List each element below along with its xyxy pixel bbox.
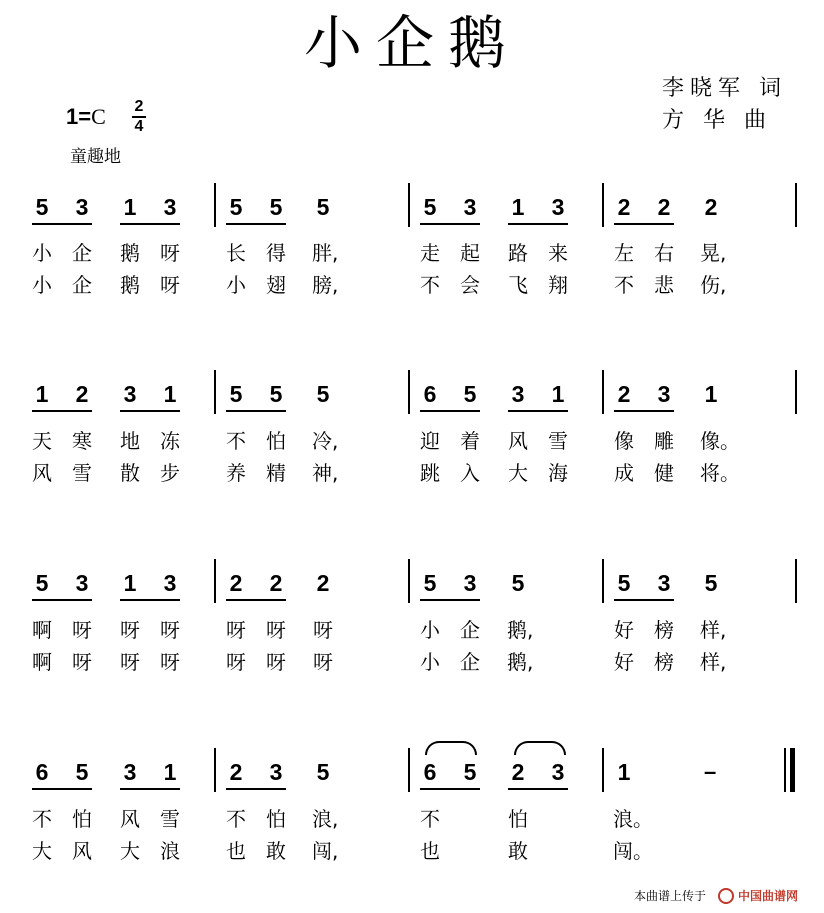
lyric-char: 将。 <box>700 461 740 485</box>
composer-credit: 方 华 曲 <box>662 108 772 133</box>
lyric-char: 怕 <box>266 807 286 831</box>
lyric-char: 小 <box>32 273 52 297</box>
lyric-char: 呀 <box>120 650 140 674</box>
lyric-char: 敢 <box>508 839 528 863</box>
lyric-char: 好 <box>614 650 634 674</box>
barline <box>214 748 216 792</box>
note: 3 <box>551 759 565 785</box>
lyric-char: 大 <box>120 839 140 863</box>
final-barline-thick <box>790 748 795 792</box>
note: 3 <box>551 194 565 220</box>
lyric-char: 浪 <box>160 839 180 863</box>
beam <box>614 599 674 601</box>
note: 5 <box>423 194 437 220</box>
lyric-char: 晃, <box>700 241 727 265</box>
logo-icon <box>718 888 734 904</box>
lyric-char: 鹅, <box>507 618 534 642</box>
note: 5 <box>229 381 243 407</box>
lyric-char: 神, <box>312 461 339 485</box>
lyric-char: 得 <box>266 241 286 265</box>
note: 3 <box>657 570 671 596</box>
key-signature <box>66 106 106 128</box>
lyric-char: 呀 <box>266 650 286 674</box>
lyric-char: 呀 <box>313 650 333 674</box>
lyric-char: 风 <box>508 429 528 453</box>
lyric-char: 大 <box>508 461 528 485</box>
note: 3 <box>123 759 137 785</box>
lyric-char: 不 <box>420 273 440 297</box>
barline <box>602 183 604 227</box>
tempo-mood: 童趣地 <box>70 147 121 167</box>
note: 2 <box>229 570 243 596</box>
lyric-char: 伤, <box>700 273 727 297</box>
beam <box>120 410 180 412</box>
note: 3 <box>463 570 477 596</box>
lyric-char: 呀 <box>160 241 180 265</box>
barline <box>795 559 797 603</box>
lyric-char: 呀 <box>72 618 92 642</box>
lyric-char: 样, <box>700 618 727 642</box>
note: 3 <box>511 381 525 407</box>
beam <box>32 599 92 601</box>
sustain-dash: – <box>704 759 717 784</box>
lyric-char: 左 <box>614 241 634 265</box>
lyric-char: 像。 <box>700 429 740 453</box>
lyric-char: 样, <box>700 650 727 674</box>
beam <box>614 223 674 225</box>
lyric-char: 榜 <box>654 618 674 642</box>
lyric-char: 胖, <box>312 241 339 265</box>
key-prefix: 1= <box>66 104 92 129</box>
lyric-char: 雪 <box>160 807 180 831</box>
note: 3 <box>657 381 671 407</box>
beam <box>32 788 92 790</box>
lyric-char: 榜 <box>654 650 674 674</box>
beam <box>420 410 480 412</box>
lyric-char: 不 <box>614 273 634 297</box>
key-tonic: C <box>91 104 106 129</box>
beam <box>420 788 480 790</box>
lyric-char: 呀 <box>160 650 180 674</box>
lyric-char: 小 <box>226 273 246 297</box>
lyric-char: 像 <box>614 429 634 453</box>
note: 1 <box>163 759 177 785</box>
tie <box>425 741 477 755</box>
lyric-char: 冷, <box>312 429 339 453</box>
note: 5 <box>35 194 49 220</box>
note: 2 <box>704 194 718 220</box>
beam <box>614 410 674 412</box>
note: 5 <box>35 570 49 596</box>
note: 1 <box>617 759 631 785</box>
lyric-char: 闯, <box>312 839 339 863</box>
lyric-char: 冻 <box>160 429 180 453</box>
tie <box>514 741 566 755</box>
lyric-char: 浪, <box>312 807 339 831</box>
note: 6 <box>423 381 437 407</box>
note: 5 <box>463 381 477 407</box>
final-barline-thin <box>784 748 786 792</box>
barline <box>602 370 604 414</box>
note: 5 <box>229 194 243 220</box>
lyric-char: 不 <box>420 807 440 831</box>
beam <box>32 223 92 225</box>
lyric-char: 跳 <box>420 461 440 485</box>
note: 5 <box>269 381 283 407</box>
lyric-char: 鹅 <box>120 241 140 265</box>
note: 2 <box>75 381 89 407</box>
lyric-char: 小 <box>420 650 440 674</box>
lyric-char: 小 <box>420 618 440 642</box>
beam <box>508 410 568 412</box>
note: 3 <box>269 759 283 785</box>
lyric-char: 会 <box>460 273 480 297</box>
lyric-char: 地 <box>120 429 140 453</box>
lyric-char: 不 <box>32 807 52 831</box>
lyric-char: 迎 <box>420 429 440 453</box>
lyric-char: 风 <box>120 807 140 831</box>
beam <box>508 223 568 225</box>
beam <box>120 223 180 225</box>
footer-text: 本曲谱上传于 <box>634 889 707 903</box>
note: 5 <box>511 570 525 596</box>
lyric-char: 起 <box>460 241 480 265</box>
lyric-char: 啊 <box>32 650 52 674</box>
song-title: 小企鹅 <box>303 9 520 77</box>
lyric-char: 雕 <box>654 429 674 453</box>
barline <box>408 748 410 792</box>
beam <box>226 223 286 225</box>
lyric-char: 呀 <box>160 618 180 642</box>
lyric-char: 翅 <box>266 273 286 297</box>
barline <box>795 370 797 414</box>
lyric-char: 小 <box>32 241 52 265</box>
beam <box>226 599 286 601</box>
note: 3 <box>163 194 177 220</box>
lyric-char: 右 <box>654 241 674 265</box>
lyric-char: 呀 <box>226 650 246 674</box>
note: 2 <box>657 194 671 220</box>
footer-logo: 中国曲谱网 <box>738 889 799 903</box>
note: 5 <box>316 381 330 407</box>
note: 6 <box>35 759 49 785</box>
beam <box>226 410 286 412</box>
lyric-char: 呀 <box>120 618 140 642</box>
note: 5 <box>704 570 718 596</box>
note: 6 <box>423 759 437 785</box>
beam <box>32 410 92 412</box>
barline <box>214 370 216 414</box>
lyric-char: 成 <box>614 461 634 485</box>
note: 1 <box>704 381 718 407</box>
note: 2 <box>617 194 631 220</box>
barline <box>602 559 604 603</box>
note: 1 <box>35 381 49 407</box>
lyric-char: 企 <box>460 650 480 674</box>
note: 1 <box>163 381 177 407</box>
lyric-char: 鹅, <box>507 650 534 674</box>
lyric-char: 风 <box>72 839 92 863</box>
lyric-char: 也 <box>420 839 440 863</box>
lyric-char: 着 <box>460 429 480 453</box>
lyric-char: 怕 <box>266 429 286 453</box>
lyric-char: 大 <box>32 839 52 863</box>
note: 5 <box>269 194 283 220</box>
lyric-char: 天 <box>32 429 52 453</box>
lyric-char: 来 <box>548 241 568 265</box>
lyric-char: 企 <box>72 241 92 265</box>
note: 5 <box>75 759 89 785</box>
lyric-char: 企 <box>460 618 480 642</box>
note: 2 <box>316 570 330 596</box>
lyric-char: 走 <box>420 241 440 265</box>
lyric-char: 路 <box>508 241 528 265</box>
beam <box>508 788 568 790</box>
note: 1 <box>511 194 525 220</box>
note: 1 <box>123 194 137 220</box>
lyric-char: 敢 <box>266 839 286 863</box>
lyric-char: 雪 <box>548 429 568 453</box>
lyric-char: 翔 <box>548 273 568 297</box>
lyric-char: 海 <box>548 461 568 485</box>
lyric-char: 膀, <box>312 273 339 297</box>
lyric-char: 呀 <box>266 618 286 642</box>
time-signature <box>132 99 146 135</box>
barline <box>408 370 410 414</box>
lyric-char: 浪。 <box>613 807 653 831</box>
note: 2 <box>617 381 631 407</box>
lyric-char: 雪 <box>72 461 92 485</box>
lyric-char: 悲 <box>654 273 674 297</box>
lyric-char: 怕 <box>508 807 528 831</box>
note: 5 <box>316 759 330 785</box>
lyric-char: 步 <box>160 461 180 485</box>
lyric-char: 怕 <box>72 807 92 831</box>
note: 5 <box>463 759 477 785</box>
note: 3 <box>75 194 89 220</box>
lyric-char: 风 <box>32 461 52 485</box>
barline <box>408 183 410 227</box>
lyric-char: 啊 <box>32 618 52 642</box>
note: 3 <box>75 570 89 596</box>
note: 1 <box>123 570 137 596</box>
barline <box>602 748 604 792</box>
lyric-char: 寒 <box>72 429 92 453</box>
note: 5 <box>316 194 330 220</box>
note: 2 <box>269 570 283 596</box>
beam <box>420 599 480 601</box>
lyric-char: 闯。 <box>613 839 653 863</box>
lyric-char: 精 <box>266 461 286 485</box>
lyric-char: 散 <box>120 461 140 485</box>
lyric-char: 长 <box>226 241 246 265</box>
lyric-char: 健 <box>654 461 674 485</box>
lyric-char: 企 <box>72 273 92 297</box>
barline <box>214 183 216 227</box>
lyric-char: 养 <box>226 461 246 485</box>
beam <box>120 599 180 601</box>
note: 5 <box>423 570 437 596</box>
note: 2 <box>229 759 243 785</box>
lyric-char: 飞 <box>508 273 528 297</box>
lyric-char: 不 <box>226 807 246 831</box>
lyric-char: 呀 <box>313 618 333 642</box>
beam <box>226 788 286 790</box>
barline <box>214 559 216 603</box>
note: 3 <box>123 381 137 407</box>
note: 2 <box>511 759 525 785</box>
lyric-char: 呀 <box>72 650 92 674</box>
time-bottom: 4 <box>134 118 144 135</box>
lyric-char: 呀 <box>226 618 246 642</box>
beam <box>120 788 180 790</box>
note: 3 <box>163 570 177 596</box>
barline <box>795 183 797 227</box>
lyricist-credit: 李晓军 词 <box>662 76 787 101</box>
lyric-char: 也 <box>226 839 246 863</box>
note: 3 <box>463 194 477 220</box>
lyric-char: 好 <box>614 618 634 642</box>
note: 5 <box>617 570 631 596</box>
lyric-char: 呀 <box>160 273 180 297</box>
barline <box>408 559 410 603</box>
beam <box>420 223 480 225</box>
note: 1 <box>551 381 565 407</box>
time-top: 2 <box>134 98 144 115</box>
lyric-char: 鹅 <box>120 273 140 297</box>
lyric-char: 入 <box>460 461 480 485</box>
lyric-char: 不 <box>226 429 246 453</box>
